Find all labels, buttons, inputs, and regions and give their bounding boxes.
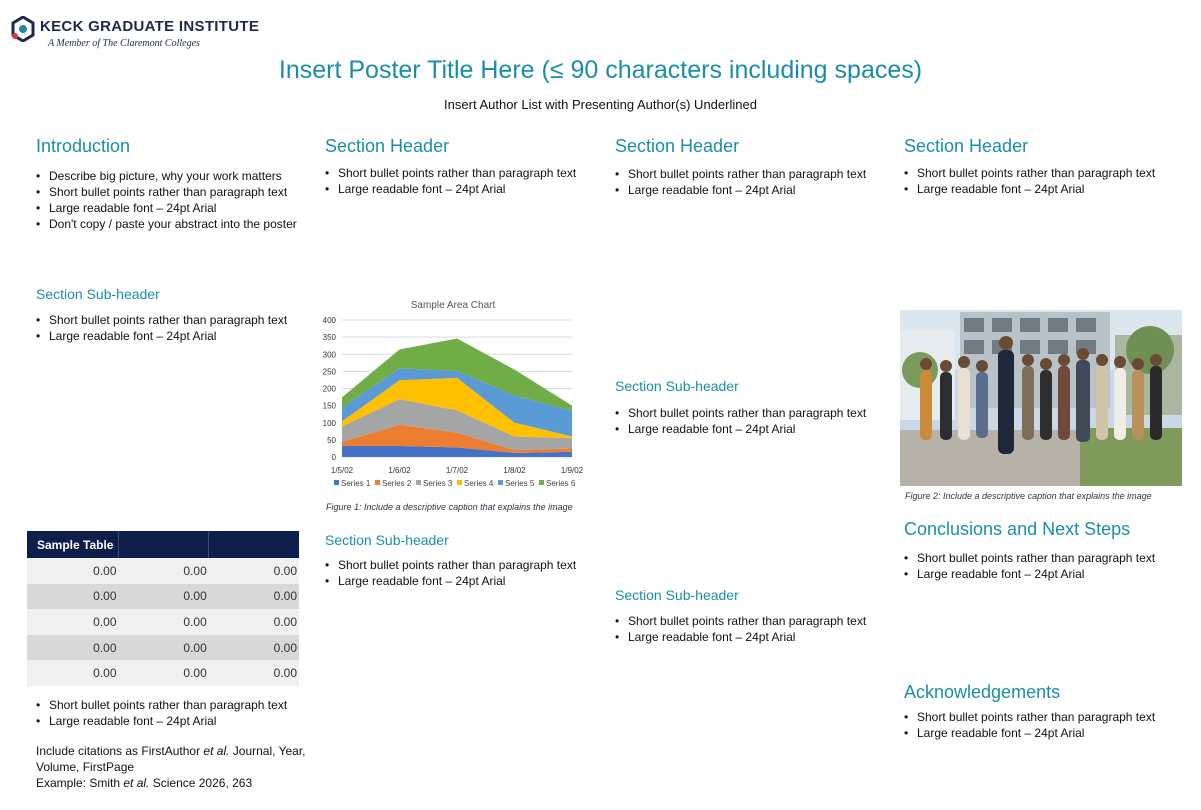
logo-name: KECK GRADUATE INSTITUTE xyxy=(40,18,260,35)
chart-x-tick-label: 1/6/02 xyxy=(388,466,411,475)
list-item: • Large readable font – 24pt Arial xyxy=(904,566,1155,582)
chart-y-tick-label: 150 xyxy=(322,401,336,411)
kgi-logo-icon xyxy=(10,16,36,42)
chart-y-tick-label: 200 xyxy=(322,384,336,394)
table-cell: 0.00 xyxy=(209,660,299,686)
citation-text: Include citations as FirstAuthor xyxy=(36,744,204,758)
figure2-caption: Figure 2: Include a descriptive caption that explains the image xyxy=(905,491,1152,501)
chart-x-tick-label: 1/8/02 xyxy=(503,466,526,475)
col3-section-header: Section Header xyxy=(615,136,740,156)
legend-swatch xyxy=(416,480,421,485)
table-header-cell: Sample Table xyxy=(27,531,119,558)
list-item: • Large readable font – 24pt Arial xyxy=(36,200,297,216)
col3-sub-bullets-1 xyxy=(615,405,866,437)
chart-x-tick-label: 1/5/02 xyxy=(330,466,354,475)
legend-label: Series 2 xyxy=(382,479,412,488)
list-item: • Short bullet points rather than paragraph text xyxy=(615,613,866,629)
legend-swatch xyxy=(334,480,339,485)
chart-x-axis xyxy=(331,466,584,475)
col2-bullets xyxy=(325,165,576,197)
table-header-cell xyxy=(209,531,299,558)
kgi-logo xyxy=(10,14,260,54)
col1-sub-bullets xyxy=(36,312,287,344)
people-outdoors-photo xyxy=(900,310,1182,486)
table-cell: 0.00 xyxy=(27,558,119,584)
list-item: • Short bullet points rather than paragraph text xyxy=(36,697,287,713)
chart-areas xyxy=(342,338,572,457)
table-cell: 0.00 xyxy=(27,609,119,635)
chart-x-tick-label: 1/9/02 xyxy=(560,466,584,475)
list-item: • Short bullet points rather than paragraph text xyxy=(904,550,1155,566)
list-item: • Short bullet points rather than paragraph text xyxy=(904,709,1155,725)
col4-bullets xyxy=(904,165,1155,197)
list-item: • Short bullet points rather than paragraph text xyxy=(904,165,1155,181)
table-bullets xyxy=(36,697,287,729)
sample-table xyxy=(27,531,299,686)
list-item: • Short bullet points rather than paragraph text xyxy=(36,312,287,328)
chart-y-tick-label: 100 xyxy=(322,418,336,428)
list-item: • Describe big picture, why your work matters xyxy=(36,168,297,184)
citation-line: Volume, FirstPage xyxy=(36,760,135,774)
table-row xyxy=(27,609,299,635)
acknowledgements-header: Acknowledgements xyxy=(904,682,1061,702)
acknowledgements-bullets xyxy=(904,709,1155,741)
col2-sub-header: Section Sub-header xyxy=(325,532,449,548)
list-item: • Short bullet points rather than paragraph text xyxy=(325,557,576,573)
col3-bullets xyxy=(615,166,866,198)
citation-etal: et al. xyxy=(123,776,150,790)
list-item: • Don't copy / paste your abstract into the poster xyxy=(36,216,297,232)
conclusions-bullets xyxy=(904,550,1155,582)
poster-title: Insert Poster Title Here (≤ 90 characters including spaces) xyxy=(278,56,923,84)
list-item: • Large readable font – 24pt Arial xyxy=(325,181,576,197)
table-cell: 0.00 xyxy=(27,660,119,686)
intro-bullets xyxy=(36,168,297,232)
table-cell: 0.00 xyxy=(209,584,299,610)
list-item: • Short bullet points rather than paragraph text xyxy=(325,165,576,181)
chart-y-tick-label: 250 xyxy=(322,367,336,377)
chart-y-tick-label: 400 xyxy=(322,316,336,325)
col4-section-header: Section Header xyxy=(904,136,1029,156)
chart-y-tick-label: 350 xyxy=(322,333,336,343)
table-cell: 0.00 xyxy=(209,609,299,635)
col1-sub-header: Section Sub-header xyxy=(36,286,160,302)
citation-note xyxy=(36,743,306,791)
legend-label: Series 1 xyxy=(341,479,371,488)
chart-x-tick-label: 1/7/02 xyxy=(445,466,469,475)
list-item: • Large readable font – 24pt Arial xyxy=(36,328,287,344)
col3-sub-bullets-2 xyxy=(615,613,866,645)
table-row xyxy=(27,635,299,661)
table-cell: 0.00 xyxy=(209,558,299,584)
table-cell: 0.00 xyxy=(119,660,209,686)
chart-y-tick-label: 0 xyxy=(331,453,336,462)
logo-subtitle: A Member of The Claremont Colleges xyxy=(48,38,200,49)
chart-y-axis xyxy=(323,316,337,462)
table-header-cell xyxy=(119,531,209,558)
legend-swatch xyxy=(539,480,544,485)
chart-y-tick-label: 300 xyxy=(322,350,336,360)
list-item: • Large readable font – 24pt Arial xyxy=(615,182,866,198)
col3-sub-header-2: Section Sub-header xyxy=(615,587,739,603)
list-item: • Short bullet points rather than paragraph text xyxy=(36,184,297,200)
chart-title: Sample Area Chart xyxy=(410,300,496,311)
table-cell: 0.00 xyxy=(119,609,209,635)
sample-area-chart xyxy=(316,292,594,498)
citation-etal: et al. xyxy=(203,744,230,758)
list-item: • Large readable font – 24pt Arial xyxy=(615,629,866,645)
table-row xyxy=(27,584,299,610)
citation-text: Journal, Year, xyxy=(229,744,306,758)
table-cell: 0.00 xyxy=(119,635,209,661)
col2-sub-bullets xyxy=(325,557,576,589)
table-row xyxy=(27,558,299,584)
table-cell: 0.00 xyxy=(119,558,209,584)
citation-text: Science 2026, 263 xyxy=(149,776,253,790)
list-item: • Large readable font – 24pt Arial xyxy=(904,181,1155,197)
citation-example xyxy=(36,775,306,791)
citation-line xyxy=(36,743,306,759)
list-item: • Short bullet points rather than paragraph text xyxy=(615,166,866,182)
list-item: • Short bullet points rather than paragraph text xyxy=(615,405,866,421)
legend-label: Series 5 xyxy=(505,479,535,488)
col3-sub-header-1: Section Sub-header xyxy=(615,378,739,394)
list-item: • Large readable font – 24pt Arial xyxy=(904,725,1155,741)
legend-label: Series 6 xyxy=(546,479,576,488)
col2-section-header: Section Header xyxy=(325,136,450,156)
table-cell: 0.00 xyxy=(27,635,119,661)
table-cell: 0.00 xyxy=(209,635,299,661)
conclusions-header: Conclusions and Next Steps xyxy=(904,519,1131,539)
citation-text: Example: Smith xyxy=(36,776,124,790)
table-cell: 0.00 xyxy=(27,584,119,610)
author-list: Insert Author List with Presenting Author(s) Underlined xyxy=(444,97,757,112)
legend-swatch xyxy=(457,480,462,485)
chart-y-tick-label: 50 xyxy=(327,435,336,445)
legend-swatch xyxy=(375,480,380,485)
list-item: • Large readable font – 24pt Arial xyxy=(36,713,287,729)
figure1-caption: Figure 1: Include a descriptive caption that explains the image xyxy=(326,502,573,512)
table-cell: 0.00 xyxy=(119,584,209,610)
intro-header: Introduction xyxy=(36,136,131,156)
legend-label: Series 3 xyxy=(423,479,453,488)
chart-legend xyxy=(334,479,576,488)
legend-swatch xyxy=(498,480,503,485)
legend-label: Series 4 xyxy=(464,479,494,488)
list-item: • Large readable font – 24pt Arial xyxy=(615,421,866,437)
table-row xyxy=(27,660,299,686)
list-item: • Large readable font – 24pt Arial xyxy=(325,573,576,589)
